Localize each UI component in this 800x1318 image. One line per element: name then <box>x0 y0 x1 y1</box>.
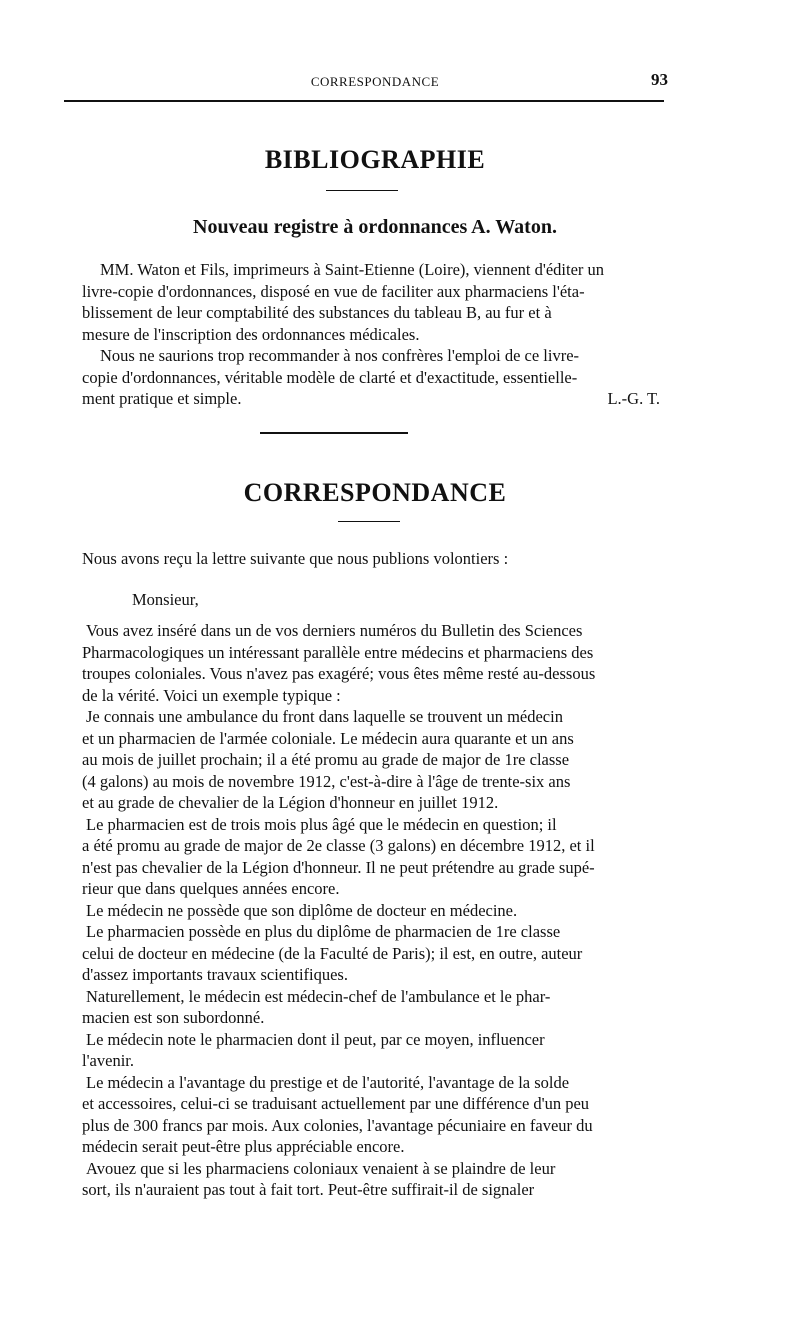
text-line: a été promu au grade de major de 2e classe (3 galons) en décembre 1912, et il <box>82 836 595 855</box>
text-line: Je connais une ambulance du front dans laquelle se trouvent un médecin <box>86 707 563 726</box>
salutation-line: Monsieur, <box>132 590 199 609</box>
bibliographie-paragraph-2 <box>82 345 668 410</box>
text-line: livre-copie d'ordonnances, disposé en vue de faciliter aux pharmaciens l'éta- <box>82 281 585 301</box>
text-line: Le médecin ne possède que son diplôme de docteur en médecine. <box>86 900 518 920</box>
text-line: Vous avez inséré dans un de vos derniers numéros du Bulletin des Sciences <box>86 621 583 640</box>
text-line: Nous ne saurions trop recommander à nos confrères l'emploi de ce livre- <box>100 346 580 365</box>
running-head <box>82 70 668 94</box>
bibliographie-text <box>82 259 668 410</box>
text-line: de la vérité. Voici un exemple typique : <box>82 685 341 705</box>
text-line: Pharmacologiques un intéressant parallèle entre médecins et pharmaciens des <box>82 642 594 662</box>
running-title: CORRESPONDANCE <box>310 74 440 89</box>
bibliographie-paragraph-1 <box>82 259 668 345</box>
section-divider <box>260 432 408 434</box>
salutation <box>132 589 668 611</box>
correspondance-title-rule <box>338 521 400 522</box>
page-number: 93 <box>651 70 668 89</box>
text-line-content: ment pratique et simple. <box>82 389 242 408</box>
text-line: Le pharmacien est de trois mois plus âgé que le médecin en question; il <box>86 814 557 834</box>
text-line: Naturellement, le médecin est médecin-chef de l'ambulance et le phar- <box>86 986 551 1006</box>
text-line: l'avenir. <box>82 1051 134 1070</box>
text-line: et accessoires, celui-ci se traduisant actuellement par une différence d'un peu <box>82 1094 590 1113</box>
text-line: et un pharmacien de l'armée coloniale. Le médecin aura quarante et un ans <box>82 728 574 748</box>
text-line: mesure de l'inscription des ordonnances médicales. <box>82 324 420 344</box>
text-line: Le médecin a l'avantage du prestige et de l'autorité, l'avantage de la solde <box>86 1072 570 1092</box>
text-line: plus de 300 francs par mois. Aux colonies, l'avantage pécuniaire en faveur du <box>82 1115 593 1135</box>
signature: L.-G. T. <box>607 389 660 408</box>
bibliographie-title: BIBLIOGRAPHIE <box>264 145 486 174</box>
text-line: sort, ils n'auraient pas tout à fait tort. Peut-être suffirait-il de signaler <box>82 1180 535 1199</box>
text-line: Le pharmacien possède en plus du diplôme de pharmacien de 1re classe <box>86 922 561 941</box>
bibliographie-subtitle: Nouveau registre à ordonnances A. Waton. <box>193 216 557 238</box>
text-line: blissement de leur comptabilité des substances du tableau B, au fur et à <box>82 303 552 322</box>
text-line: macien est son subordonné. <box>82 1008 265 1027</box>
text-line: MM. Waton et Fils, imprimeurs à Saint-Etienne (Loire), viennent d'éditer un <box>100 260 605 279</box>
text-line: celui de docteur en médecine (de la Faculté de Paris); il est, en outre, auteur <box>82 943 583 963</box>
intro-line: Nous avons reçu la lettre suivante que nous publions volontiers : <box>82 549 509 568</box>
text-line: troupes coloniales. Vous n'avez pas exagéré; vous êtes même resté au-dessous <box>82 664 596 683</box>
text-line: d'assez importants travaux scientifiques. <box>82 965 348 984</box>
text-line: (4 galons) au mois de novembre 1912, c'est-à-dire à l'âge de trente-six ans <box>82 771 571 791</box>
bibliographie-title-rule <box>326 190 398 191</box>
header-rule <box>64 100 664 102</box>
text-line: médecin serait peut-être plus appréciable encore. <box>82 1137 405 1156</box>
text-line: et au grade de chevalier de la Légion d'honneur en juillet 1912. <box>82 793 499 812</box>
text-line: copie d'ordonnances, véritable modèle de clarté et d'exactitude, essentielle- <box>82 367 578 387</box>
text-line: n'est pas chevalier de la Légion d'honneur. Il ne peut prétendre au grade supé- <box>82 857 595 877</box>
text-line: rieur que dans quelques années encore. <box>82 879 340 898</box>
text-line <box>82 388 668 410</box>
text-line: au mois de juillet prochain; il a été promu au grade de major de 1re classe <box>82 750 570 769</box>
letter-body <box>82 620 668 1201</box>
text-line: Avouez que si les pharmaciens coloniaux venaient à se plaindre de leur <box>86 1158 556 1178</box>
correspondance-title: CORRESPONDANCE <box>243 478 507 507</box>
text-line: Le médecin note le pharmacien dont il peut, par ce moyen, influencer <box>86 1029 545 1049</box>
correspondance-intro <box>82 548 668 570</box>
